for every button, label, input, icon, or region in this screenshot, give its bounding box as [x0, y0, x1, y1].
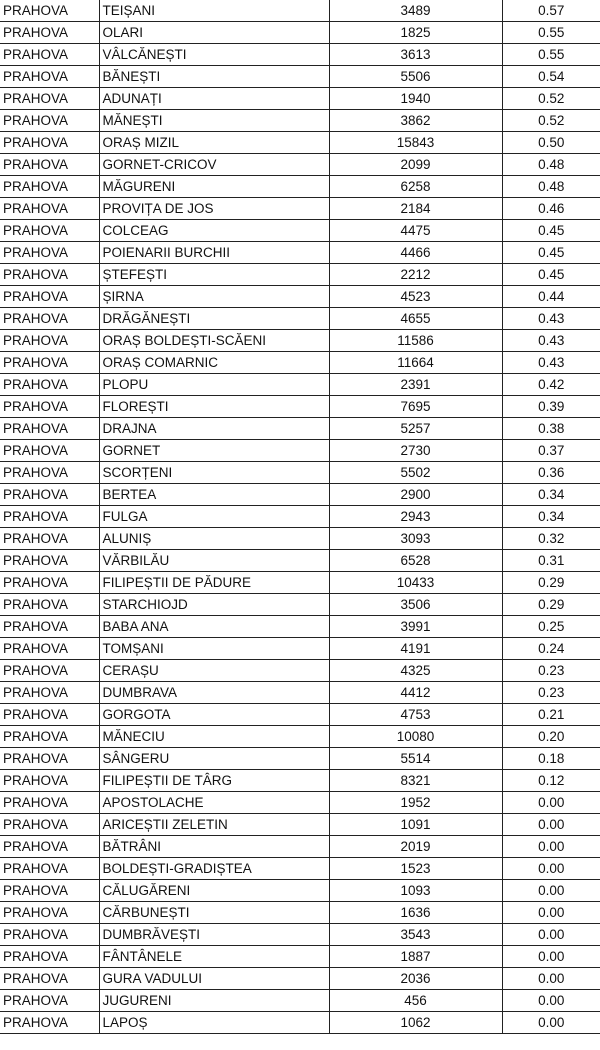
locality-cell: LAPOȘ	[99, 1012, 329, 1034]
population-cell: 1887	[329, 946, 502, 968]
table-row	[0, 264, 600, 286]
county-cell: PRAHOVA	[0, 946, 99, 968]
value-cell: 0.31	[502, 550, 600, 572]
value-cell: 0.45	[502, 220, 600, 242]
population-cell: 1062	[329, 1012, 502, 1034]
locality-cell: ȘTEFEȘTI	[99, 264, 329, 286]
locality-cell: GORNET	[99, 440, 329, 462]
value-cell: 0.00	[502, 968, 600, 990]
value-cell: 0.00	[502, 924, 600, 946]
population-cell: 2391	[329, 374, 502, 396]
table-row	[0, 242, 600, 264]
table-row	[0, 352, 600, 374]
population-cell: 1952	[329, 792, 502, 814]
table-row	[0, 462, 600, 484]
county-cell: PRAHOVA	[0, 66, 99, 88]
table-row	[0, 572, 600, 594]
county-cell: PRAHOVA	[0, 704, 99, 726]
county-cell: PRAHOVA	[0, 308, 99, 330]
locality-cell: BĂTRÂNI	[99, 836, 329, 858]
table-row	[0, 66, 600, 88]
locality-cell: ORAȘ MIZIL	[99, 132, 329, 154]
locality-cell: DRAJNA	[99, 418, 329, 440]
table-row	[0, 704, 600, 726]
locality-cell: MĂNECIU	[99, 726, 329, 748]
county-cell: PRAHOVA	[0, 1012, 99, 1034]
locality-cell: CERAȘU	[99, 660, 329, 682]
locality-cell: BĂNEȘTI	[99, 66, 329, 88]
value-cell: 0.52	[502, 110, 600, 132]
population-cell: 2099	[329, 154, 502, 176]
value-cell: 0.00	[502, 836, 600, 858]
table-row	[0, 220, 600, 242]
population-cell: 6258	[329, 176, 502, 198]
locality-cell: VĂRBILĂU	[99, 550, 329, 572]
county-cell: PRAHOVA	[0, 374, 99, 396]
county-cell: PRAHOVA	[0, 264, 99, 286]
locality-cell: FÂNTÂNELE	[99, 946, 329, 968]
locality-cell: ORAȘ BOLDEȘTI-SCĂENI	[99, 330, 329, 352]
locality-cell: PLOPU	[99, 374, 329, 396]
county-cell: PRAHOVA	[0, 286, 99, 308]
population-cell: 2036	[329, 968, 502, 990]
county-cell: PRAHOVA	[0, 770, 99, 792]
value-cell: 0.18	[502, 748, 600, 770]
county-cell: PRAHOVA	[0, 440, 99, 462]
county-cell: PRAHOVA	[0, 748, 99, 770]
population-cell: 4655	[329, 308, 502, 330]
county-cell: PRAHOVA	[0, 858, 99, 880]
locality-cell: FULGA	[99, 506, 329, 528]
locality-cell: SCORȚENI	[99, 462, 329, 484]
population-cell: 3991	[329, 616, 502, 638]
county-cell: PRAHOVA	[0, 176, 99, 198]
value-cell: 0.48	[502, 176, 600, 198]
value-cell: 0.44	[502, 286, 600, 308]
population-cell: 15843	[329, 132, 502, 154]
population-cell: 1091	[329, 814, 502, 836]
county-cell: PRAHOVA	[0, 990, 99, 1012]
locality-cell: JUGURENI	[99, 990, 329, 1012]
locality-cell: GORNET-CRICOV	[99, 154, 329, 176]
value-cell: 0.23	[502, 682, 600, 704]
population-cell: 1093	[329, 880, 502, 902]
value-cell: 0.55	[502, 44, 600, 66]
table-row	[0, 330, 600, 352]
value-cell: 0.32	[502, 528, 600, 550]
county-cell: PRAHOVA	[0, 198, 99, 220]
population-cell: 4475	[329, 220, 502, 242]
table-row	[0, 1012, 600, 1034]
locality-cell: ARICEȘTII ZELETIN	[99, 814, 329, 836]
county-cell: PRAHOVA	[0, 814, 99, 836]
table-row	[0, 286, 600, 308]
population-cell: 1825	[329, 22, 502, 44]
county-cell: PRAHOVA	[0, 484, 99, 506]
value-cell: 0.00	[502, 858, 600, 880]
table-row	[0, 528, 600, 550]
value-cell: 0.00	[502, 814, 600, 836]
county-cell: PRAHOVA	[0, 968, 99, 990]
table-row	[0, 374, 600, 396]
locality-cell: CĂLUGĂRENI	[99, 880, 329, 902]
table-row	[0, 110, 600, 132]
table-row	[0, 0, 600, 22]
locality-cell: MĂNEȘTI	[99, 110, 329, 132]
county-cell: PRAHOVA	[0, 0, 99, 22]
county-cell: PRAHOVA	[0, 726, 99, 748]
locality-cell: GORGOTA	[99, 704, 329, 726]
locality-cell: BOLDEȘTI-GRADIȘTEA	[99, 858, 329, 880]
county-cell: PRAHOVA	[0, 638, 99, 660]
locality-cell: DUMBRAVA	[99, 682, 329, 704]
county-cell: PRAHOVA	[0, 924, 99, 946]
population-cell: 4753	[329, 704, 502, 726]
table-row	[0, 616, 600, 638]
county-cell: PRAHOVA	[0, 462, 99, 484]
population-cell: 3543	[329, 924, 502, 946]
county-cell: PRAHOVA	[0, 682, 99, 704]
value-cell: 0.20	[502, 726, 600, 748]
table-row	[0, 726, 600, 748]
population-cell: 3613	[329, 44, 502, 66]
population-cell: 456	[329, 990, 502, 1012]
locality-cell: FILIPEȘTII DE PĂDURE	[99, 572, 329, 594]
county-cell: PRAHOVA	[0, 110, 99, 132]
population-cell: 1523	[329, 858, 502, 880]
county-cell: PRAHOVA	[0, 880, 99, 902]
value-cell: 0.24	[502, 638, 600, 660]
value-cell: 0.42	[502, 374, 600, 396]
table-row	[0, 792, 600, 814]
value-cell: 0.00	[502, 902, 600, 924]
value-cell: 0.00	[502, 880, 600, 902]
locality-cell: TEIȘANI	[99, 0, 329, 22]
population-cell: 4325	[329, 660, 502, 682]
county-cell: PRAHOVA	[0, 154, 99, 176]
locality-cell: DRĂGĂNEȘTI	[99, 308, 329, 330]
county-cell: PRAHOVA	[0, 660, 99, 682]
population-cell: 11586	[329, 330, 502, 352]
county-cell: PRAHOVA	[0, 44, 99, 66]
value-cell: 0.39	[502, 396, 600, 418]
population-cell: 5257	[329, 418, 502, 440]
table-row	[0, 770, 600, 792]
population-cell: 2900	[329, 484, 502, 506]
locality-cell: BERTEA	[99, 484, 329, 506]
locality-cell: BABA ANA	[99, 616, 329, 638]
population-cell: 10080	[329, 726, 502, 748]
value-cell: 0.46	[502, 198, 600, 220]
population-cell: 3093	[329, 528, 502, 550]
population-cell: 2184	[329, 198, 502, 220]
table-row	[0, 418, 600, 440]
locality-cell: ALUNIȘ	[99, 528, 329, 550]
value-cell: 0.00	[502, 792, 600, 814]
population-cell: 3506	[329, 594, 502, 616]
county-cell: PRAHOVA	[0, 242, 99, 264]
value-cell: 0.29	[502, 594, 600, 616]
table-row	[0, 484, 600, 506]
county-cell: PRAHOVA	[0, 330, 99, 352]
table-row	[0, 594, 600, 616]
value-cell: 0.00	[502, 946, 600, 968]
locality-cell: CĂRBUNEȘTI	[99, 902, 329, 924]
population-cell: 5506	[329, 66, 502, 88]
locality-cell: APOSTOLACHE	[99, 792, 329, 814]
population-cell: 4412	[329, 682, 502, 704]
value-cell: 0.34	[502, 484, 600, 506]
table-row	[0, 88, 600, 110]
locality-cell: SÂNGERU	[99, 748, 329, 770]
locality-cell: MĂGURENI	[99, 176, 329, 198]
population-cell: 1636	[329, 902, 502, 924]
county-cell: PRAHOVA	[0, 528, 99, 550]
county-cell: PRAHOVA	[0, 902, 99, 924]
locality-cell: FLOREȘTI	[99, 396, 329, 418]
table-row	[0, 682, 600, 704]
county-cell: PRAHOVA	[0, 220, 99, 242]
value-cell: 0.34	[502, 506, 600, 528]
locality-cell: POIENARII BURCHII	[99, 242, 329, 264]
value-cell: 0.00	[502, 1012, 600, 1034]
value-cell: 0.50	[502, 132, 600, 154]
table-row	[0, 396, 600, 418]
table-row	[0, 198, 600, 220]
population-cell: 1940	[329, 88, 502, 110]
county-cell: PRAHOVA	[0, 792, 99, 814]
table-row	[0, 990, 600, 1012]
value-cell: 0.52	[502, 88, 600, 110]
county-cell: PRAHOVA	[0, 616, 99, 638]
county-cell: PRAHOVA	[0, 572, 99, 594]
locality-cell: ORAȘ COMARNIC	[99, 352, 329, 374]
value-cell: 0.54	[502, 66, 600, 88]
population-cell: 2019	[329, 836, 502, 858]
county-cell: PRAHOVA	[0, 550, 99, 572]
locality-cell: VÂLCĂNEȘTI	[99, 44, 329, 66]
table-row	[0, 132, 600, 154]
table-row	[0, 506, 600, 528]
value-cell: 0.57	[502, 0, 600, 22]
locality-cell: STARCHIOJD	[99, 594, 329, 616]
population-cell: 5502	[329, 462, 502, 484]
population-cell: 3862	[329, 110, 502, 132]
locality-cell: OLARI	[99, 22, 329, 44]
value-cell: 0.12	[502, 770, 600, 792]
table-row	[0, 22, 600, 44]
value-cell: 0.25	[502, 616, 600, 638]
county-cell: PRAHOVA	[0, 396, 99, 418]
value-cell: 0.21	[502, 704, 600, 726]
value-cell: 0.45	[502, 242, 600, 264]
value-cell: 0.48	[502, 154, 600, 176]
table-row	[0, 176, 600, 198]
population-cell: 2730	[329, 440, 502, 462]
population-cell: 4466	[329, 242, 502, 264]
table-row	[0, 308, 600, 330]
population-cell: 8321	[329, 770, 502, 792]
table-row	[0, 814, 600, 836]
table-row	[0, 858, 600, 880]
value-cell: 0.43	[502, 308, 600, 330]
county-cell: PRAHOVA	[0, 506, 99, 528]
table-row	[0, 44, 600, 66]
locality-cell: TOMȘANI	[99, 638, 329, 660]
table-row	[0, 638, 600, 660]
value-cell: 0.45	[502, 264, 600, 286]
locality-cell: FILIPEȘTII DE TÂRG	[99, 770, 329, 792]
locality-cell: COLCEAG	[99, 220, 329, 242]
population-cell: 11664	[329, 352, 502, 374]
table-row	[0, 748, 600, 770]
table-row	[0, 880, 600, 902]
value-cell: 0.23	[502, 660, 600, 682]
population-cell: 5514	[329, 748, 502, 770]
population-cell: 4523	[329, 286, 502, 308]
locality-cell: GURA VADULUI	[99, 968, 329, 990]
locality-cell: PROVIȚA DE JOS	[99, 198, 329, 220]
county-cell: PRAHOVA	[0, 418, 99, 440]
table-row	[0, 946, 600, 968]
table-row	[0, 836, 600, 858]
locality-cell: DUMBRĂVEȘTI	[99, 924, 329, 946]
value-cell: 0.36	[502, 462, 600, 484]
table-row	[0, 660, 600, 682]
population-cell: 2943	[329, 506, 502, 528]
population-cell: 2212	[329, 264, 502, 286]
value-cell: 0.38	[502, 418, 600, 440]
table-row	[0, 550, 600, 572]
value-cell: 0.00	[502, 990, 600, 1012]
table-row	[0, 154, 600, 176]
value-cell: 0.29	[502, 572, 600, 594]
value-cell: 0.55	[502, 22, 600, 44]
county-cell: PRAHOVA	[0, 132, 99, 154]
value-cell: 0.37	[502, 440, 600, 462]
locality-cell: ȘIRNA	[99, 286, 329, 308]
population-cell: 6528	[329, 550, 502, 572]
county-cell: PRAHOVA	[0, 88, 99, 110]
county-cell: PRAHOVA	[0, 836, 99, 858]
table-row	[0, 440, 600, 462]
table-row	[0, 968, 600, 990]
table-row	[0, 902, 600, 924]
locality-cell: ADUNAȚI	[99, 88, 329, 110]
county-cell: PRAHOVA	[0, 352, 99, 374]
value-cell: 0.43	[502, 330, 600, 352]
population-cell: 7695	[329, 396, 502, 418]
county-cell: PRAHOVA	[0, 594, 99, 616]
population-cell: 10433	[329, 572, 502, 594]
county-cell: PRAHOVA	[0, 22, 99, 44]
table-row	[0, 924, 600, 946]
value-cell: 0.43	[502, 352, 600, 374]
population-cell: 4191	[329, 638, 502, 660]
population-cell: 3489	[329, 0, 502, 22]
